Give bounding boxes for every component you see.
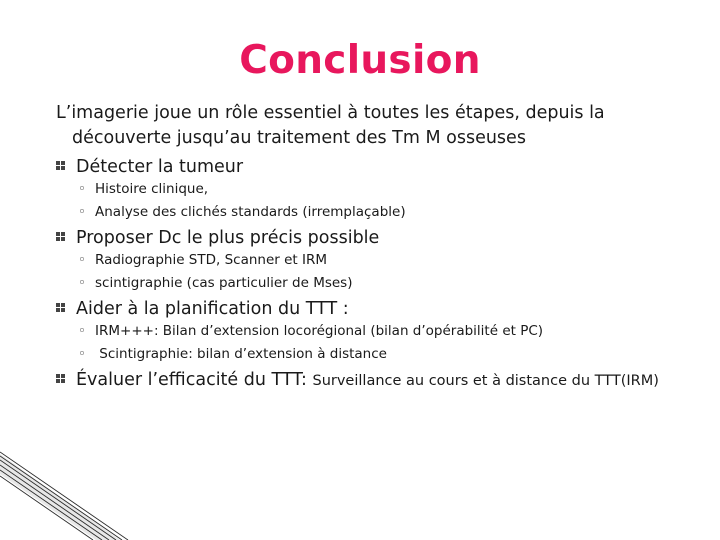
square-quad-bullet-icon bbox=[56, 374, 65, 383]
square-quad-bullet-icon bbox=[56, 232, 65, 241]
intro-paragraph bbox=[56, 101, 686, 151]
sub-bullet-glyph: ◦ bbox=[78, 275, 86, 291]
sub-bullet bbox=[78, 322, 543, 340]
bullet-heading-tail: Surveillance au cours et à distance du TTT(IRM) bbox=[312, 373, 659, 389]
sub-bullet-glyph: ◦ bbox=[78, 181, 86, 197]
sub-bullet bbox=[78, 251, 327, 269]
intro-line-2: découverte jusqu’au traitement des Tm M osseuses bbox=[72, 128, 526, 148]
bullet-heading-main: Évaluer l’efficacité du TTT: bbox=[76, 370, 313, 390]
square-quad-bullet-icon bbox=[56, 161, 65, 170]
bullet-heading: Proposer Dc le plus précis possible bbox=[76, 228, 380, 248]
sub-bullet-text: Histoire clinique, bbox=[95, 181, 209, 197]
sub-bullet-glyph: ◦ bbox=[78, 323, 86, 339]
sub-bullet-glyph: ◦ bbox=[78, 252, 86, 268]
sub-bullet bbox=[78, 203, 406, 221]
sub-bullet-text: Scintigraphie: bilan d’extension à distance bbox=[95, 346, 387, 362]
intro-line-1: L’imagerie joue un rôle essentiel à toutes les étapes, depuis la bbox=[56, 103, 605, 123]
sub-bullet bbox=[78, 274, 352, 292]
sub-bullet-glyph: ◦ bbox=[78, 346, 86, 362]
sub-bullet-glyph: ◦ bbox=[78, 204, 86, 220]
sub-bullet bbox=[78, 180, 208, 198]
sub-bullet-text: Analyse des clichés standards (irremplaçable) bbox=[95, 204, 406, 220]
bullet-heading bbox=[76, 369, 659, 392]
sub-bullet-text: scintigraphie (cas particulier de Mses) bbox=[95, 275, 353, 291]
sub-bullet-text: IRM+++: Bilan d’extension locorégional (bilan d’opérabilité et PC) bbox=[95, 323, 544, 339]
sub-bullet bbox=[78, 345, 387, 363]
square-quad-bullet-icon bbox=[56, 303, 65, 312]
bullet-heading: Aider à la planification du TTT : bbox=[76, 299, 349, 319]
decorative-corner-lines bbox=[0, 430, 130, 540]
sub-bullet-text: Radiographie STD, Scanner et IRM bbox=[95, 252, 328, 268]
bullet-heading: Détecter la tumeur bbox=[76, 157, 244, 177]
slide-title: Conclusion bbox=[239, 38, 481, 83]
